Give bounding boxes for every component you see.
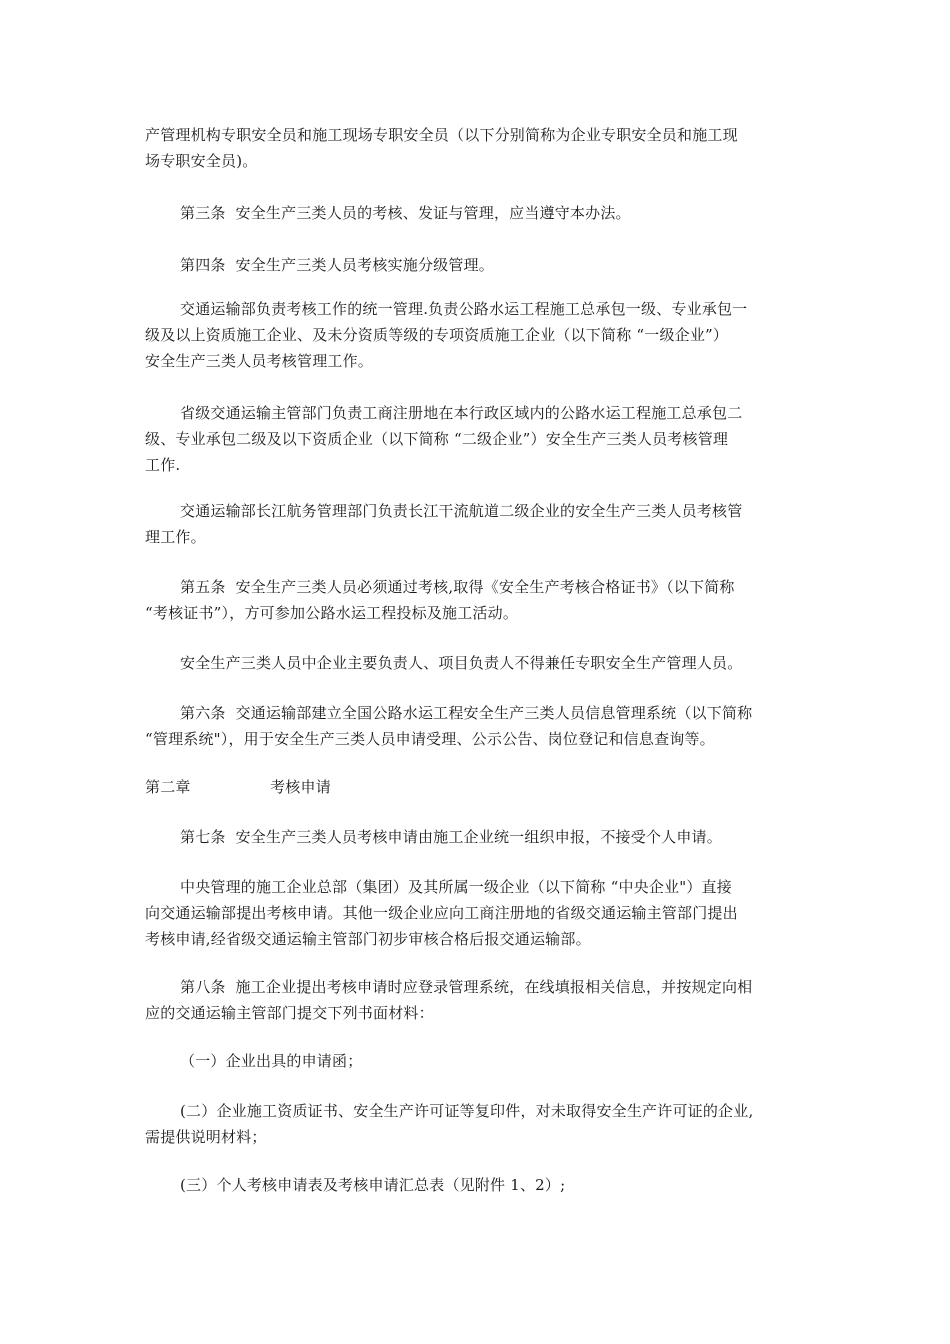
list-item: （一）企业出具的申请函； xyxy=(180,1052,363,1070)
text-line: “考核证书”），方可参加公路水运工程投标及施工活动。 xyxy=(145,604,519,622)
text-line: 安全生产三类人员考核管理工作。 xyxy=(145,352,374,370)
article-3: 第三条 安全生产三类人员的考核、发证与管理，应当遵守本办法。 xyxy=(180,204,631,222)
text-line: 交通运输部负责考核工作的统一管理.负责公路水运工程施工总承包一级、专业承包一 xyxy=(180,300,748,318)
article-6: 第六条 交通运输部建立全国公路水运工程安全生产三类人员信息管理系统（以下简称 xyxy=(180,704,753,722)
text-line: 中央管理的施工企业总部（集团）及其所属一级企业（以下简称 “中央企业"）直接 xyxy=(180,878,732,896)
text-line: 应的交通运输主管部门提交下列书面材料： xyxy=(145,1004,434,1022)
chapter-heading: 第二章 考核申请 xyxy=(145,778,331,796)
text-line: “管理系统"），用于安全生产三类人员申请受理、公示公告、岗位登记和信息查询等。 xyxy=(145,730,715,748)
text-line: 场专职安全员)。 xyxy=(145,152,258,170)
list-item: (三）个人考核申请表及考核申请汇总表（见附件 1、2）; xyxy=(180,1176,566,1194)
text-line: 向交通运输部提出考核申请。其他一级企业应向工商注册地的省级交通运输主管部门提出 xyxy=(145,904,738,922)
text-line: 考核申请,经省级交通运输主管部门初步审核合格后报交通运输部。 xyxy=(145,930,591,948)
text-line: 省级交通运输主管部门负责工商注册地在本行政区域内的公路水运工程施工总承包二 xyxy=(180,404,743,422)
text-line: 级及以上资质施工企业、及未分资质等级的专项资质施工企业（以下简称 “一级企业”） xyxy=(145,326,729,344)
article-4: 第四条 安全生产三类人员考核实施分级管理。 xyxy=(180,256,494,274)
text-line: 交通运输部长江航务管理部门负责长江干流航道二级企业的安全生产三类人员考核管 xyxy=(180,502,743,520)
article-5: 第五条 安全生产三类人员必须通过考核,取得《安全生产考核合格证书》（以下简称 xyxy=(180,578,735,596)
list-item: (二）企业施工资质证书、安全生产许可证等复印件，对未取得安全生产许可证的企业, xyxy=(180,1102,754,1120)
article-8: 第八条 施工企业提出考核申请时应登录管理系统，在线填报相关信息，并按规定向相 xyxy=(180,978,753,996)
text-line: 理工作。 xyxy=(145,528,206,546)
article-7: 第七条 安全生产三类人员考核申请由施工企业统一组织申报，不接受个人申请。 xyxy=(180,828,722,846)
text-line: 产管理机构专职安全员和施工现场专职安全员（以下分别简称为企业专职安全员和施工现 xyxy=(145,126,738,144)
text-line: 级、专业承包二级及以下资质企业（以下简称 “二级企业”）安全生产三类人员考核管理 xyxy=(145,430,729,448)
text-line: 工作. xyxy=(145,456,181,474)
text-line: 安全生产三类人员中企业主要负责人、项目负责人不得兼任专职安全生产管理人员。 xyxy=(180,654,743,672)
text-line: 需提供说明材料； xyxy=(145,1128,267,1146)
